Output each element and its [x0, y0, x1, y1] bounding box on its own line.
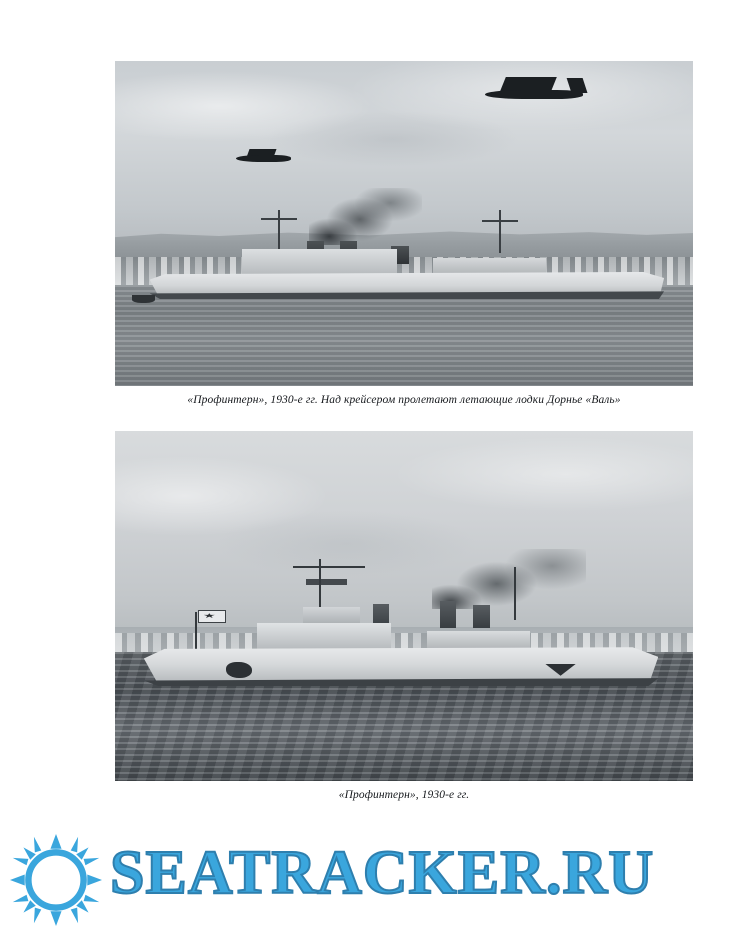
aircraft-fuselage — [236, 155, 291, 162]
naval-ensign — [198, 610, 226, 623]
funnel-smoke — [309, 188, 422, 245]
mainmast — [499, 210, 501, 254]
small-boat — [132, 295, 155, 303]
foremast — [278, 210, 280, 254]
forward-superstructure — [242, 249, 396, 276]
hull-marking-forward — [226, 662, 252, 678]
figure-1-caption: «Профинтерн», 1930-е гг. Над крейсером пролетают летающие лодки Дорнье «Валь» — [187, 394, 621, 406]
watermark-text: SEATRACKER.RU — [110, 839, 655, 907]
figure-1 — [115, 61, 693, 406]
mainmast-yard — [482, 220, 518, 222]
watermark — [0, 820, 729, 938]
foremast-yard — [261, 218, 297, 220]
aircraft-fuselage — [485, 90, 583, 100]
funnel-smoke — [432, 549, 586, 609]
mainmast — [514, 567, 516, 620]
forward-deckhouse — [257, 623, 391, 650]
dornier-wal-flying-boat-far — [236, 149, 291, 165]
figure-2 — [115, 431, 693, 801]
aft-deckhouse — [427, 631, 530, 650]
photo-profintern-with-dornier-wal — [115, 61, 693, 386]
cruiser-profintern — [144, 564, 658, 697]
cruiser-profintern — [150, 214, 664, 318]
foremast-yard — [293, 566, 365, 568]
funnel-3 — [473, 605, 489, 628]
dornier-wal-flying-boat-near — [485, 77, 583, 106]
photo-profintern-at-anchor — [115, 431, 693, 781]
funnel-2 — [440, 601, 456, 628]
sun-logo-icon — [10, 834, 102, 926]
figure-2-caption: «Профинтерн», 1930-е гг. — [338, 789, 470, 801]
foremast — [319, 559, 322, 610]
foremast-top-platform — [306, 579, 347, 586]
